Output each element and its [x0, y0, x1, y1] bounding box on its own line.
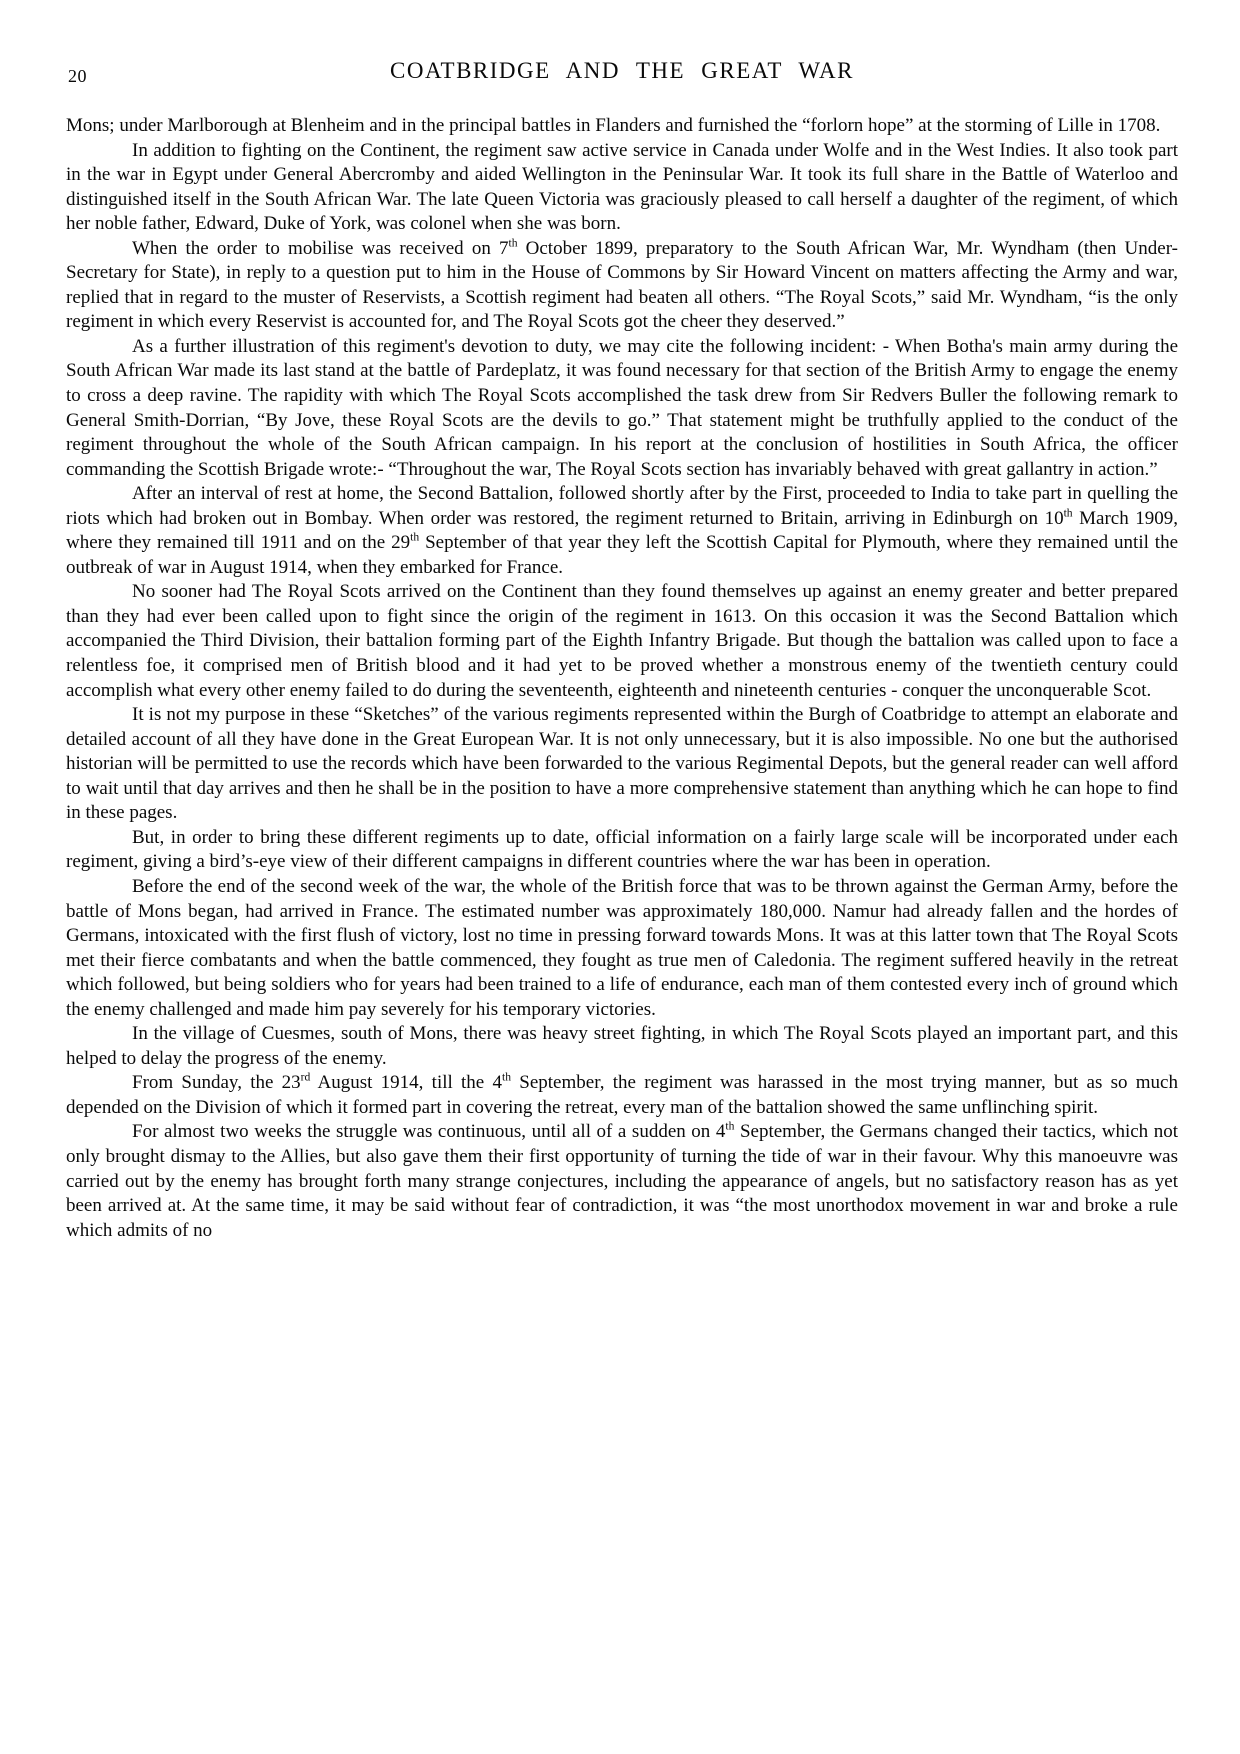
text-run: September, the regiment was harassed in the most trying manner, but as so much depended on the Division of which it formed part in covering the retreat, every man of the battalion showed the same unflinching spirit. [66, 1072, 1178, 1118]
text-run: September, the Germans changed their tactics, which not only brought dismay to the Allies, but also gave them their first opportunity of turning the tide of war in their favour. Why this manoeuvre was carried out by the enemy has brought forth many strange conjectures, including the appearance of angels, but no satisfactory reason has as yet been arrived at. At the same time, it may be said without fear of contradiction, it was “the most unorthodox movement in war and broke a rule which admits of no [66, 1121, 1178, 1241]
ordinal-superscript: th [725, 1120, 735, 1134]
text-run: As a further illustration of this regiment's devotion to duty, we may cite the following incident: - When Botha's main army during the South African War made its last stand at the battle of Pardeplatz, it was found necessary for that section of the British Army to engage the enemy to cross a deep ravine. The rapidity with which The Royal Scots accomplished the task drew from Sir Redvers Buller the following remark to General Smith-Dorrian, “By Jove, these Royal Scots are the devils to go.” That statement might be truthfully applied to the conduct of the regiment throughout the whole of the South African campaign. In his report at the conclusion of hostilities in South Africa, the officer commanding the Scottish Brigade wrote:- “Throughout the war, The Royal Scots section has invariably behaved with great gallantry in action.” [66, 335, 1178, 480]
text-run: After an interval of rest at home, the Second Battalion, followed shortly after by the First, proceeded to India to take part in quelling the riots which had broken out in Bombay. When order was restored, the regiment returned to Britain, arriving in Edinburgh on 10 [66, 483, 1178, 529]
text-run: It is not my purpose in these “Sketches” of the various regiments represented within the Burgh of Coatbridge to attempt an elaborate and detailed account of all they have done in the Great European War. It is not only unnecessary, but it is also impossible. No one but the authorised historian will be permitted to use the records which have been forwarded to the various Regimental Depots, but the general reader can well afford to wait until that day arrives and then he shall be in the position to have a more comprehensive statement than anything which he can hope to find in these pages. [66, 704, 1178, 824]
ordinal-superscript: th [1063, 506, 1073, 520]
paragraph [66, 580, 1178, 703]
paragraph [66, 114, 1178, 139]
paragraph [66, 139, 1178, 237]
ordinal-superscript: th [508, 236, 518, 250]
paragraph [66, 875, 1178, 1022]
paragraph [66, 335, 1178, 482]
text-run: October 1899, preparatory to the South African War, Mr. Wyndham (then Under-Secretary for State), in reply to a question put to him in the House of Commons by Sir Howard Vincent on matters affecting the Army and war, replied that in regard to the muster of Reservists, a Scottish regiment had beaten all others. “The Royal Scots,” said Mr. Wyndham, “is the only regiment in which every Reservist is accounted for, and The Royal Scots got the cheer they deserved.” [66, 237, 1178, 333]
text-run: When the order to mobilise was received on 7 [132, 237, 509, 259]
text-run: But, in order to bring these different regiments up to date, official information on a fairly large scale will be incorporated under each regiment, giving a bird’s-eye view of their different campaigns in different countries where the war has been in operation. [66, 826, 1178, 873]
paragraph [66, 482, 1178, 580]
page-header [66, 58, 1178, 92]
text-run: March 1909, where they remained till 1911 and on the 29 [66, 507, 1178, 554]
text-run: No sooner had The Royal Scots arrived on the Continent than they found themselves up against an enemy greater and better prepared than they had ever been called upon to fight since the origin of the regiment in 1613. On this occasion it was the Second Battalion which accompanied the Third Division, their battalion forming part of the Eighth Infantry Brigade. But though the battalion was called upon to face a relentless foe, it comprised men of British blood and it had yet to be proved whether a monstrous enemy of the twentieth century could accomplish what every other enemy failed to do during the seventeenth, eighteenth and nineteenth centuries - conquer the unconquerable Scot. [66, 581, 1178, 701]
text-run: September of that year they left the Scottish Capital for Plymouth, where they remained until the outbreak of war in August 1914, when they embarked for France. [66, 532, 1179, 578]
paragraph [66, 826, 1178, 875]
ordinal-superscript: rd [300, 1071, 311, 1084]
paragraph [66, 1071, 1178, 1120]
text-run: For almost two weeks the struggle was continuous, until all of a sudden on 4 [132, 1121, 726, 1143]
text-run: Mons; under Marlborough at Blenheim and in the principal battles in Flanders and furnished the “forlorn hope” at the storming of Lille in 1708. [66, 115, 1161, 136]
page-body [66, 114, 1178, 1243]
text-run: Before the end of the second week of the war, the whole of the British force that was to be thrown against the German Army, before the battle of Mons began, had arrived in France. The estimated number was approximately 180,000. Namur had already fallen and the hordes of Germans, intoxicated with the first flush of victory, lost no time in pressing forward towards Mons. It was at this latter town that The Royal Scots met their fierce combatants and when the battle commenced, they fought as true men of Caledonia. The regiment suffered heavily in the retreat which followed, but being soldiers who for years had been trained to a life of endurance, each man of them contested every inch of ground which the enemy challenged and made him pay severely for his temporary victories. [66, 875, 1178, 1020]
text-run: August 1914, till the 4 [310, 1072, 502, 1094]
paragraph [66, 237, 1178, 335]
text-run: In addition to fighting on the Continent, the regiment saw active service in Canada under Wolfe and in the West Indies. It also took part in the war in Egypt under General Abercromby and aided Wellington in the Peninsular War. It took its full share in the Battle of Waterloo and distinguished itself in the South African War. The late Queen Victoria was graciously pleased to call herself a daughter of the regiment, of which her noble father, Edward, Duke of York, was colonel when she was born. [66, 139, 1178, 235]
page-number: 20 [68, 66, 87, 86]
text-run: In the village of Cuesmes, south of Mons, there was heavy street fighting, in which The Royal Scots played an important part, and this helped to delay the progress of the enemy. [66, 1023, 1178, 1069]
paragraph [66, 703, 1178, 826]
paragraph [66, 1022, 1178, 1071]
text-run: From Sunday, the 23 [132, 1072, 301, 1094]
ordinal-superscript: th [502, 1071, 512, 1084]
paragraph [66, 1120, 1178, 1243]
page-title: COATBRIDGE AND THE GREAT WAR [390, 58, 854, 83]
ordinal-superscript: th [410, 530, 420, 544]
